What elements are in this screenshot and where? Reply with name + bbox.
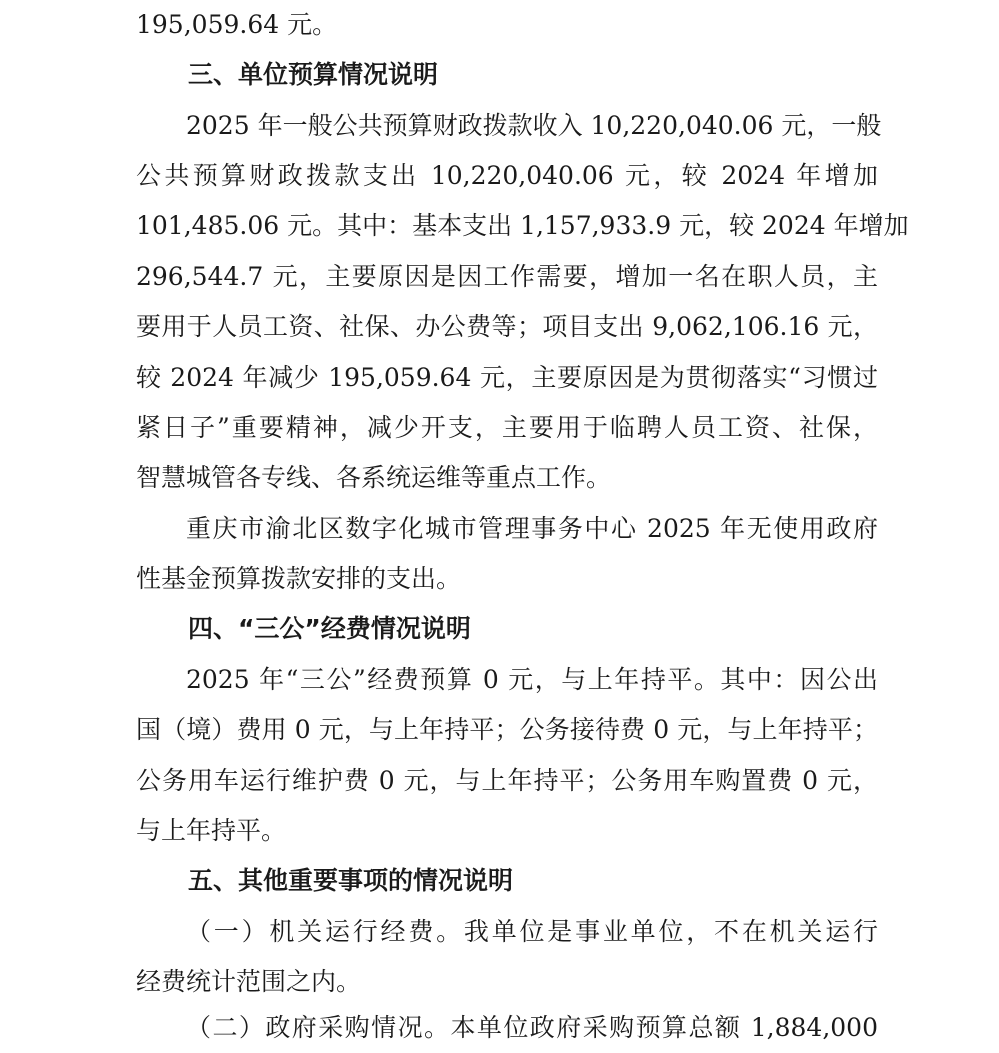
paragraph-line: 经费统计范围之内。 [136,967,362,996]
paragraph-line: 较 2024 年减少 195,059.64 元，主要原因是为贯彻落实“习惯过 [136,363,878,392]
paragraph-line: 公务用车运行维护费 0 元，与上年持平；公务用车购置费 0 元， [136,766,878,795]
section-heading-unit-budget: 三、单位预算情况说明 [188,60,439,89]
paragraph-line: 公共预算财政拨款支出 10,220,040.06 元，较 2024 年增加 [136,161,878,190]
paragraph-line: 2025 年一般公共预算财政拨款收入 10,220,040.06 元，一般 [186,111,882,140]
paragraph-line: 紧日子”重要精神，减少开支，主要用于临聘人员工资、社保， [136,413,878,442]
paragraph-line: 国（境）费用 0 元，与上年持平；公务接待费 0 元，与上年持平； [136,715,878,744]
paragraph-line: 重庆市渝北区数字化城市管理事务中心 2025 年无使用政府 [186,514,878,543]
paragraph-line: 要用于人员工资、社保、办公费等；项目支出 9,062,106.16 元， [136,312,878,341]
paragraph-line: 296,544.7 元，主要原因是因工作需要，增加一名在职人员，主 [136,262,878,291]
paragraph-line: 2025 年“三公”经费预算 0 元，与上年持平。其中：因公出 [186,665,878,694]
section-heading-other-matters: 五、其他重要事项的情况说明 [188,866,514,895]
subsection-line: （二）政府采购情况。本单位政府采购预算总额 1,884,000 [186,1013,878,1042]
paragraph-line: 性基金预算拨款安排的支出。 [136,564,462,593]
paragraph-line: 与上年持平。 [136,816,287,845]
paragraph-line: 195,059.64 元。 [136,10,338,39]
paragraph-line: 101,485.06 元。其中：基本支出 1,157,933.9 元，较 2024 年增加 [136,211,909,240]
section-heading-three-public: 四、“三公”经费情况说明 [188,614,471,643]
paragraph-line: 智慧城管各专线、各系统运维等重点工作。 [136,463,612,492]
subsection-line: （一）机关运行经费。我单位是事业单位，不在机关运行 [186,917,878,946]
